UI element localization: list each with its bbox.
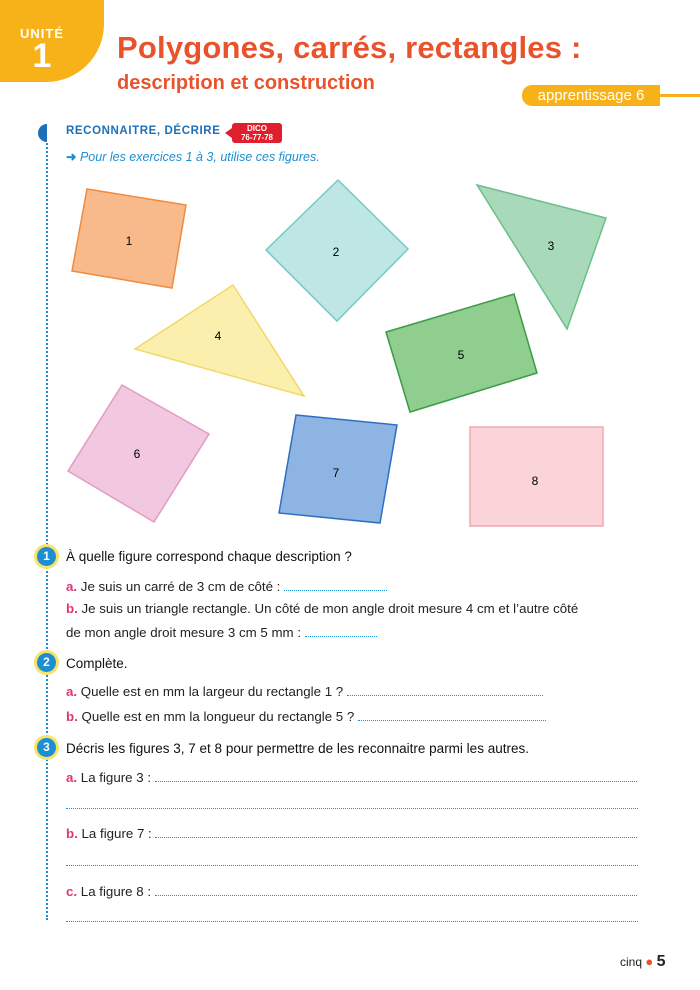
answer-field-3c-line2[interactable] — [66, 920, 638, 922]
page-subtitle: description et construction — [117, 72, 375, 94]
exercise-1-number: 1 — [37, 547, 56, 566]
unit-label: UNITÉ — [20, 26, 64, 41]
page-title: Polygones, carrés, rectangles : — [117, 30, 582, 65]
exercise-1-title: À quelle figure correspond chaque description ? — [66, 549, 352, 564]
item-text: La figure 3 : — [80, 770, 152, 785]
answer-field-1a[interactable] — [284, 589, 387, 591]
item-text: Je suis un carré de 3 cm de côté : — [80, 579, 281, 594]
figure-7-label: 7 — [332, 466, 340, 480]
figure-3-label: 3 — [547, 239, 555, 253]
answer-field-3b-line2[interactable] — [66, 864, 638, 866]
answer-field-1b[interactable] — [305, 635, 377, 637]
intro-italic: Pour les exercices 1 à 3, — [79, 150, 217, 164]
answer-field-3a-line2[interactable] — [66, 807, 638, 809]
item-letter: a. — [66, 770, 78, 785]
bullet-icon: ● — [645, 954, 654, 969]
item-letter: c. — [66, 884, 78, 899]
item-text: La figure 8 : — [80, 884, 152, 899]
figure-5-label: 5 — [457, 348, 465, 362]
exercise-1b-cont — [66, 625, 377, 640]
item-text: La figure 7 : — [81, 826, 152, 841]
page-word: cinq — [620, 955, 643, 969]
dico-label: DICO — [247, 124, 267, 133]
answer-field-3a-line1[interactable] — [155, 780, 637, 782]
answer-field-2b[interactable] — [358, 719, 546, 721]
exercise-3b — [66, 826, 637, 841]
arrow-icon: ➜ — [66, 150, 77, 164]
figure-4-label: 4 — [214, 329, 222, 343]
exercise-1a — [66, 579, 387, 594]
exercise-2-number: 2 — [37, 653, 56, 672]
unit-number: 1 — [32, 37, 52, 75]
exercise-2-title: Complète. — [66, 656, 128, 671]
item-letter: a. — [66, 684, 78, 699]
answer-field-2a[interactable] — [347, 694, 543, 696]
exercise-2b — [66, 709, 546, 724]
answer-field-3b-line1[interactable] — [155, 836, 637, 838]
intro-rest: utilise ces figures. — [220, 150, 320, 164]
dico-refs: 76-77-78 — [240, 133, 274, 142]
figure-2-label: 2 — [332, 245, 340, 259]
exercise-3-title: Décris les figures 3, 7 et 8 pour permettre de les reconnaitre parmi les autres. — [66, 741, 529, 756]
section-title: RECONNAITRE, DÉCRIRE — [66, 125, 221, 137]
exercise-1b — [66, 601, 578, 616]
item-text: de mon angle droit mesure 3 cm 5 mm : — [66, 625, 302, 640]
figure-8-label: 8 — [531, 474, 539, 488]
item-text: Quelle est en mm la largeur du rectangle 1 ? — [80, 684, 344, 699]
page-number: 5 — [656, 953, 666, 970]
item-letter: b. — [66, 826, 78, 841]
item-text: Je suis un triangle rectangle. Un côté de mon angle droit mesure 4 cm et l’autre côté — [81, 601, 579, 616]
item-text: Quelle est en mm la longueur du rectangle 5 ? — [81, 709, 355, 724]
answer-field-3c-line1[interactable] — [155, 894, 637, 896]
exercise-2a — [66, 684, 543, 699]
page-footer — [620, 953, 665, 971]
figure-1-label: 1 — [125, 234, 133, 248]
lesson-tag: apprentissage 6 — [522, 85, 660, 106]
item-letter: b. — [66, 601, 78, 616]
exercise-3a — [66, 770, 637, 785]
exercise-3-number: 3 — [37, 738, 56, 757]
item-letter: a. — [66, 579, 78, 594]
figure-6-label: 6 — [133, 447, 141, 461]
item-letter: b. — [66, 709, 78, 724]
exercise-3c — [66, 884, 637, 899]
